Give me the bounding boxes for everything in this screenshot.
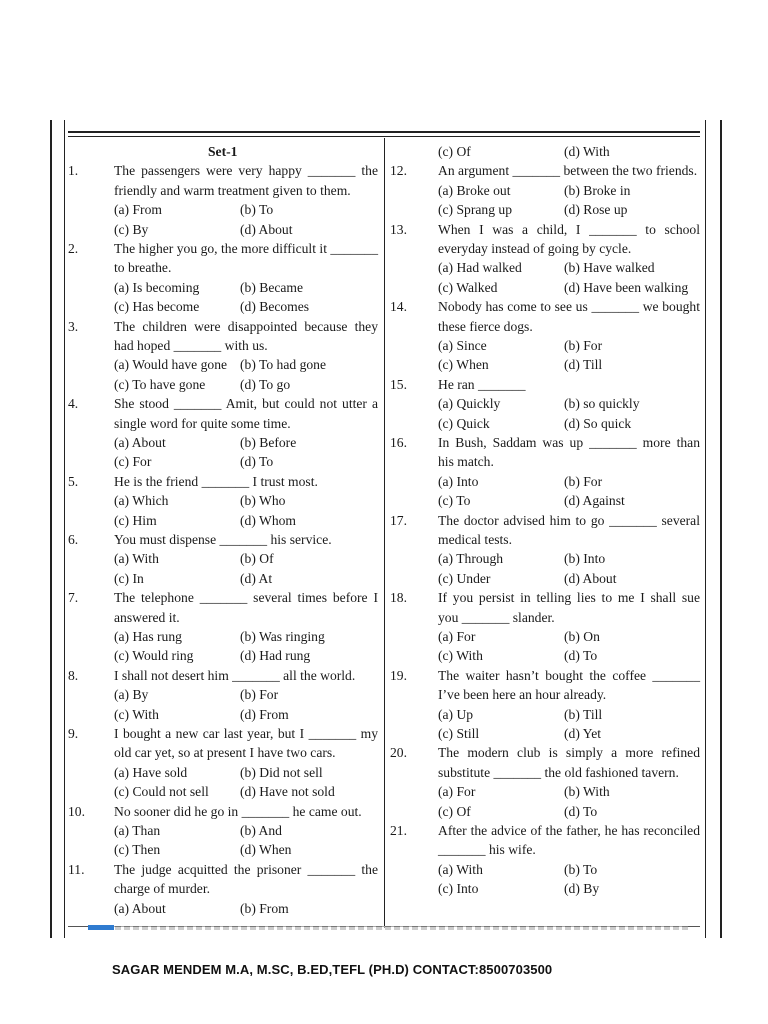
option-row [390, 491, 700, 510]
option-choice: (d) Becomes [240, 299, 310, 315]
question-number: 9. [68, 725, 79, 741]
question-number: 6. [68, 531, 79, 547]
option-choice: (a) Would have gone [114, 357, 228, 373]
question-item [68, 860, 378, 899]
option-choice: (d) To [240, 454, 274, 470]
question-text: When I was a child, I _______ to school everyday instead of going by cycle. [438, 221, 700, 256]
set-title: Set-1 [208, 144, 238, 159]
option-choice: (d) With [564, 144, 610, 159]
option-row [68, 646, 378, 665]
left-question-column [68, 142, 378, 918]
question-item [390, 821, 700, 860]
option-row [68, 200, 378, 219]
option-choice: (a) For [438, 784, 476, 800]
question-number: 16. [390, 434, 407, 450]
option-choice: (b) Did not sell [240, 764, 323, 780]
question-text: You must dispense _______ his service. [114, 531, 332, 547]
option-row [68, 297, 378, 316]
option-choice: (d) Till [564, 357, 603, 373]
question-number: 3. [68, 318, 79, 334]
option-row [390, 336, 700, 355]
option-choice: (c) To have gone [114, 376, 206, 392]
option-choice: (a) Has rung [114, 628, 182, 644]
option-choice: (b) To had gone [240, 357, 327, 373]
option-choice: (c) When [438, 357, 489, 373]
footer-logo-mark [88, 925, 114, 930]
option-choice: (b) Was ringing [240, 628, 325, 644]
question-number: 21. [390, 822, 407, 838]
option-choice: (d) Yet [564, 725, 602, 741]
option-choice: (b) Into [564, 551, 606, 567]
option-choice: (d) Have been walking [564, 279, 689, 295]
question-item [390, 161, 700, 180]
question-item [390, 743, 700, 782]
question-text: The children were disappointed because they had hoped _______ with us. [114, 318, 378, 353]
option-choice: (a) Have sold [114, 764, 188, 780]
option-choice: (b) so quickly [564, 396, 640, 412]
option-row [68, 355, 378, 374]
option-choice: (d) Have not sold [240, 784, 335, 800]
question-text: Nobody has come to see us _______ we bought these fierce dogs. [438, 299, 700, 334]
question-item [390, 375, 700, 394]
option-choice: (a) Which [114, 493, 169, 509]
question-text: The doctor advised him to go _______ several medical tests. [438, 512, 700, 547]
option-row [390, 802, 700, 821]
question-item [390, 433, 700, 472]
option-row [390, 200, 700, 219]
option-row [390, 258, 700, 277]
option-choice: (c) With [114, 706, 159, 722]
option-row [68, 782, 378, 801]
option-row [68, 569, 378, 588]
question-item [390, 297, 700, 336]
option-choice: (d) At [240, 570, 273, 586]
option-row [390, 569, 700, 588]
option-choice: (c) With [438, 648, 483, 664]
option-choice: (c) Then [114, 842, 161, 858]
option-row [390, 724, 700, 743]
option-choice: (c) Sprang up [438, 202, 512, 218]
question-item [390, 666, 700, 705]
option-row [68, 433, 378, 452]
question-text: After the advice of the father, he has reconciled _______ his wife. [438, 822, 700, 858]
question-number: 11. [68, 861, 85, 877]
option-row [390, 278, 700, 297]
question-item [68, 472, 378, 491]
option-choice: (b) For [564, 473, 603, 489]
option-choice: (d) By [564, 881, 600, 897]
option-row [68, 899, 378, 918]
option-choice: (a) Had walked [438, 260, 522, 276]
option-choice: (c) Into [438, 881, 479, 897]
question-number: 2. [68, 240, 79, 256]
question-item [390, 588, 700, 627]
question-item [68, 724, 378, 763]
question-item [68, 802, 378, 821]
option-choice: (b) For [564, 337, 603, 353]
option-choice: (b) And [240, 822, 282, 838]
option-row [68, 375, 378, 394]
option-row [68, 705, 378, 724]
option-choice: (c) By [114, 221, 149, 237]
option-choice: (a) With [438, 861, 483, 877]
option-row [390, 646, 700, 665]
option-row [390, 879, 700, 898]
option-choice: (d) Rose up [564, 202, 628, 218]
question-item [68, 317, 378, 356]
option-choice: (b) For [240, 687, 279, 703]
question-text: An argument _______ between the two friends. [438, 163, 698, 179]
top-rule [68, 131, 700, 133]
question-text: She stood _______ Amit, but could not utter a single word for quite some time. [114, 396, 378, 431]
option-choice: (d) About [564, 570, 617, 586]
question-text: He is the friend _______ I trust most. [114, 473, 318, 489]
option-row [68, 821, 378, 840]
option-choice: (b) Till [564, 706, 603, 722]
option-choice: (c) In [114, 570, 144, 586]
option-choice: (d) Against [564, 493, 625, 509]
option-choice: (b) Became [240, 279, 304, 295]
option-choice: (c) Him [114, 512, 157, 528]
option-choice: (c) For [114, 454, 152, 470]
option-row [390, 627, 700, 646]
question-number: 18. [390, 590, 407, 606]
option-row [390, 414, 700, 433]
question-number: 20. [390, 745, 407, 761]
option-choice: (c) Quick [438, 415, 490, 431]
question-item [68, 161, 378, 200]
option-choice: (a) From [114, 202, 162, 218]
option-choice: (b) Have walked [564, 260, 655, 276]
option-choice: (b) To [240, 202, 274, 218]
question-item [68, 530, 378, 549]
question-number: 7. [68, 590, 79, 606]
option-choice: (a) Broke out [438, 182, 511, 198]
option-row [390, 355, 700, 374]
question-number: 13. [390, 221, 407, 237]
top-rule-thin [68, 136, 700, 137]
question-text: I bought a new car last year, but I _______ my old car yet, so at present I have two cars. [114, 725, 378, 761]
option-choice: (c) Still [438, 725, 480, 741]
option-row [390, 181, 700, 200]
question-number: 1. [68, 163, 79, 179]
question-item [390, 220, 700, 259]
option-row [68, 763, 378, 782]
option-choice: (a) Into [438, 473, 479, 489]
option-row [68, 549, 378, 568]
option-choice: (d) About [240, 221, 293, 237]
question-number: 10. [68, 803, 85, 819]
option-choice: (c) Walked [438, 279, 498, 295]
question-number: 5. [68, 473, 79, 489]
option-row [390, 472, 700, 491]
question-item [68, 666, 378, 685]
option-choice: (a) By [114, 687, 149, 703]
question-item [68, 239, 378, 278]
question-text: I shall not desert him _______ all the world. [114, 667, 356, 683]
question-text: The judge acquitted the prisoner _______ the charge of murder. [114, 861, 378, 897]
column-divider [384, 138, 385, 928]
option-choice: (d) Had rung [240, 648, 311, 664]
option-choice: (c) Under [438, 570, 491, 586]
option-choice: (d) To go [240, 376, 291, 392]
question-text: The modern club is simply a more refined substitute _______ the old fashioned tavern. [438, 745, 700, 780]
option-choice: (a) Quickly [438, 396, 501, 412]
option-choice: (d) When [240, 842, 292, 858]
option-choice: (a) Than [114, 822, 161, 838]
option-choice: (c) To [438, 493, 471, 509]
question-item [390, 511, 700, 550]
option-row [390, 142, 700, 161]
option-row [390, 860, 700, 879]
option-choice: (c) Would ring [114, 648, 194, 664]
option-row [68, 627, 378, 646]
question-number: 8. [68, 667, 79, 683]
option-choice: (b) Of [240, 551, 274, 567]
question-text: In Bush, Saddam was up _______ more than his match. [438, 434, 700, 470]
option-row [68, 220, 378, 239]
option-choice: (c) Of [438, 144, 471, 159]
option-row [390, 549, 700, 568]
option-choice: (d) Whom [240, 512, 297, 528]
option-choice: (b) Who [240, 493, 286, 509]
option-choice: (b) From [240, 900, 289, 916]
option-choice: (a) For [438, 628, 476, 644]
option-choice: (a) About [114, 900, 166, 916]
option-choice: (a) With [114, 551, 159, 567]
footer-credit: SAGAR MENDEM M.A, M.SC, B.ED,TEFL (PH.D) CONTACT:8500703500 [112, 962, 553, 977]
question-text: He ran _______ [438, 376, 526, 392]
option-choice: (a) Is becoming [114, 279, 200, 295]
option-choice: (a) About [114, 434, 166, 450]
option-choice: (d) To [564, 803, 598, 819]
question-number: 19. [390, 667, 407, 683]
cut-off-footer-strip [88, 926, 688, 930]
option-choice: (b) To [564, 861, 598, 877]
question-item [68, 588, 378, 627]
option-choice: (d) So quick [564, 415, 632, 431]
option-row [390, 705, 700, 724]
option-row [68, 452, 378, 471]
option-row [68, 511, 378, 530]
question-text: The telephone _______ several times before I answered it. [114, 590, 378, 625]
question-number: 4. [68, 396, 79, 412]
option-row [390, 782, 700, 801]
option-row [68, 278, 378, 297]
option-choice: (c) Could not sell [114, 784, 209, 800]
question-text: The waiter hasn’t bought the coffee _______ I’ve been here an hour already. [438, 667, 700, 703]
option-row [68, 685, 378, 704]
question-number: 14. [390, 299, 407, 315]
question-number: 15. [390, 376, 407, 392]
question-number: 17. [390, 512, 407, 528]
option-row [68, 840, 378, 859]
option-choice: (a) Through [438, 551, 504, 567]
option-choice: (d) From [240, 706, 289, 722]
question-text: The higher you go, the more difficult it _______ to breathe. [114, 240, 378, 276]
option-row [68, 491, 378, 510]
option-choice: (c) Has become [114, 299, 200, 315]
question-text: No sooner did he go in _______ he came out. [114, 803, 362, 819]
question-text: If you persist in telling lies to me I shall sue you _______ slander. [438, 590, 700, 625]
right-question-column [390, 142, 700, 899]
option-choice: (d) To [564, 648, 598, 664]
option-row [390, 394, 700, 413]
option-choice: (a) Up [438, 706, 474, 722]
option-choice: (a) Since [438, 337, 487, 353]
question-number: 12. [390, 163, 407, 179]
option-choice: (b) On [564, 628, 600, 644]
question-text: The passengers were very happy _______ the friendly and warm treatment given to them. [114, 163, 378, 198]
option-choice: (b) With [564, 784, 610, 800]
option-choice: (b) Broke in [564, 182, 631, 198]
option-choice: (c) Of [438, 803, 471, 819]
question-item [68, 394, 378, 433]
option-choice: (b) Before [240, 434, 297, 450]
